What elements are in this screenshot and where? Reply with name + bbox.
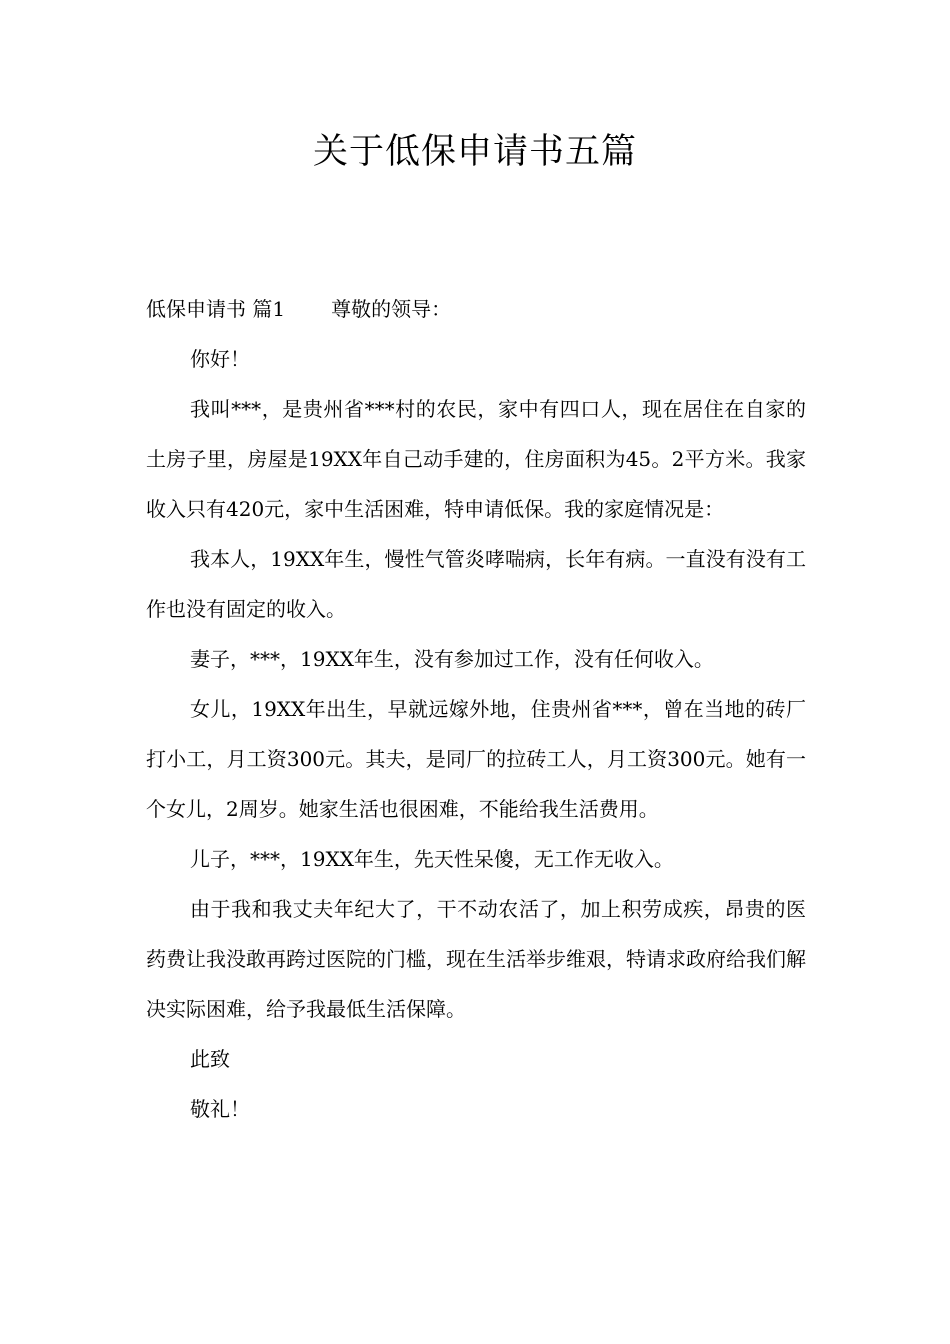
paragraph-greeting: 你好！ [190,347,250,371]
paragraph-son: 儿子，***，19XX年生，先天性呆傻，无工作无收入。 [190,847,674,871]
salutation: 尊敬的领导： [331,297,452,321]
paragraph-request: 由于我和我丈夫年纪大了，干不动农活了，加上积劳成疾，昂贵的医药费让我没敢再跨过医院的门槛，现在生活举步维艰，特请求政府给我们解决实际困难，给予我最低生活保障。 [146,897,806,1021]
closing-cizhi: 此致 [190,1047,230,1071]
paragraph-introduction: 我叫***，是贵州省***村的农民，家中有四口人，现在居住在自家的土房子里，房屋是19XX年自己动手建的，住房面积为45。2平方米。我家收入只有420元，家中生活困难，特申请低保。我的家庭情况是： [146,397,806,521]
paragraph-self: 我本人，19XX年生，慢性气管炎哮喘病，长年有病。一直没有没有工作也没有固定的收入。 [146,547,806,621]
paragraph-spouse: 妻子，***，19XX年生，没有参加过工作，没有任何收入。 [190,647,714,671]
document-body [146,284,806,1134]
document-title: 关于低保申请书五篇 [312,132,637,172]
paragraph-daughter: 女儿，19XX年出生，早就远嫁外地，住贵州省***，曾在当地的砖厂打小工，月工资300元。其夫，是同厂的拉砖工人，月工资300元。她有一个女儿，2周岁。她家生活也很困难，不能给我生活费用。 [146,697,806,821]
opening-line [146,284,806,334]
section-label: 低保申请书 篇1 [146,297,286,321]
closing-jingli: 敬礼！ [190,1097,250,1121]
